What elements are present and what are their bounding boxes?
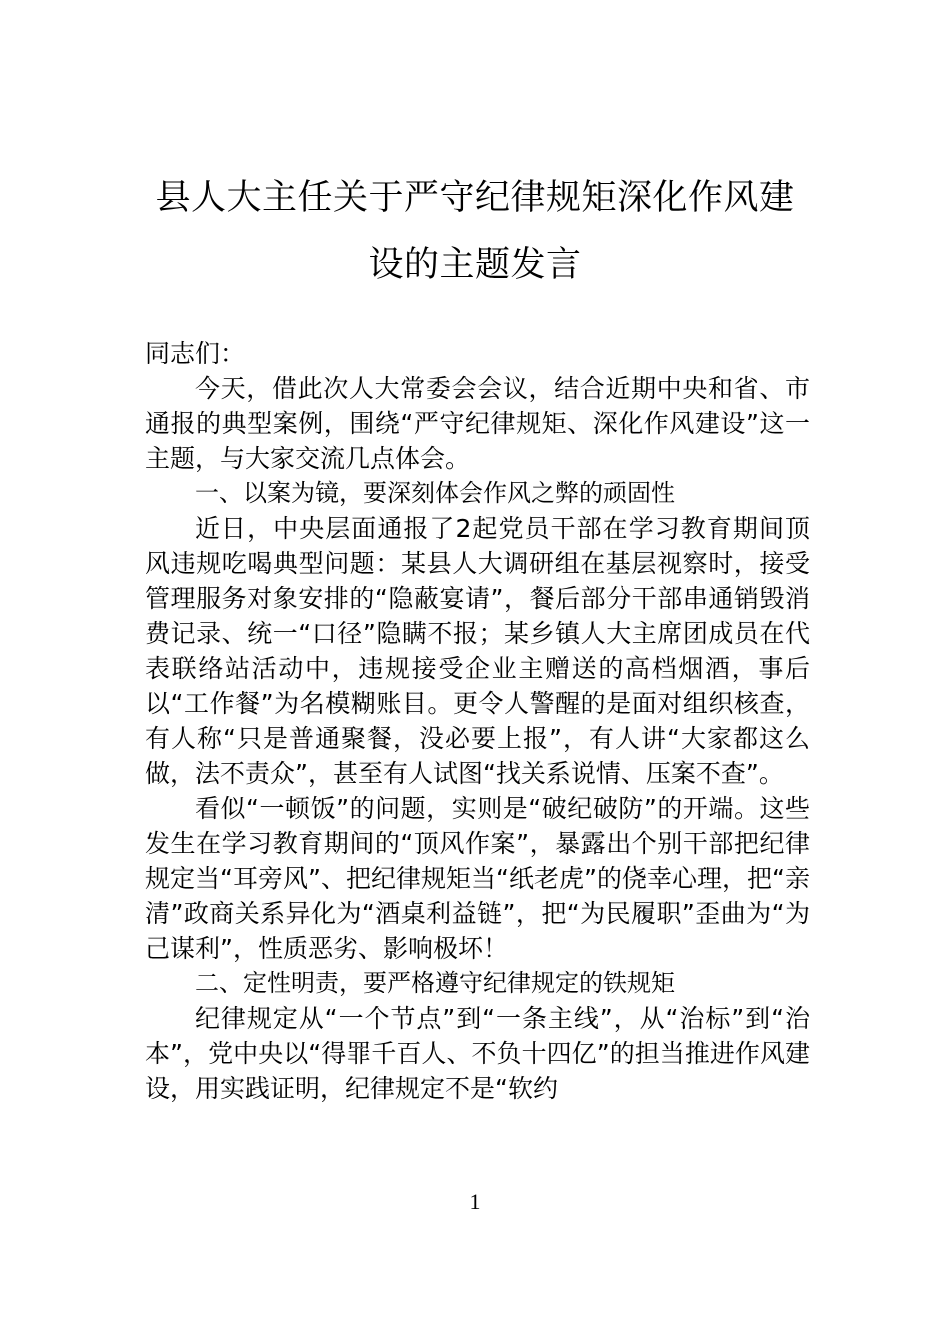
document-body xyxy=(145,336,810,1106)
page-number: 1 xyxy=(469,1189,481,1214)
paragraph-intro: 今天，借此次人大常委会会议，结合近期中央和省、市通报的典型案例，围绕“严守纪律规矩、深化作风建设”这一主题，与大家交流几点体会。 xyxy=(145,374,810,473)
section-heading-1: 一、以案为镜，要深刻体会作风之弊的顽固性 xyxy=(195,479,675,507)
document-title-line-1: 县人大主任关于严守纪律规矩深化作风建 xyxy=(155,178,795,218)
salutation: 同志们： xyxy=(145,339,246,368)
paragraph-discipline: 纪律规定从“一个节点”到“一条主线”，从“治标”到“治本”，党中央以“得罪千百人、不负十四亿”的担当推进作风建设，用实践证明，纪律规定不是“软约 xyxy=(145,1004,810,1103)
paragraph-cases: 近日，中央层面通报了2起党员干部在学习教育期间顶风违规吃喝典型问题：某县人大调研组在基层视察时，接受管理服务对象安排的“隐蔽宴请”，餐后部分干部串通销毁消费记录、统一“口径”隐瞒不报；某乡镇人大主席团成员在代表联络站活动中，违规接受企业主赠送的高档烟酒，事后以“工作餐”为名模糊账目。更令人警醒的是面对组织核查，有人称“只是普通聚餐，没必要上报”，有人讲“大家都这么做，法不责众”，甚至有人试图“找关系说情、压案不查”。 xyxy=(145,514,810,788)
paragraph-analysis: 看似“一顿饭”的问题，实则是“破纪破防”的开端。这些发生在学习教育期间的“顶风作案”，暴露出个别干部把纪律规定当“耳旁风”、把纪律规矩当“纸老虎”的侥幸心理，把“亲清”政商关系异化为“酒桌利益链”，把“为民履职”歪曲为“为己谋利”，性质恶劣、影响极坏！ xyxy=(145,794,810,963)
section-heading-2: 二、定性明责，要严格遵守纪律规定的铁规矩 xyxy=(195,969,675,997)
document-title-line-2: 设的主题发言 xyxy=(368,245,582,285)
